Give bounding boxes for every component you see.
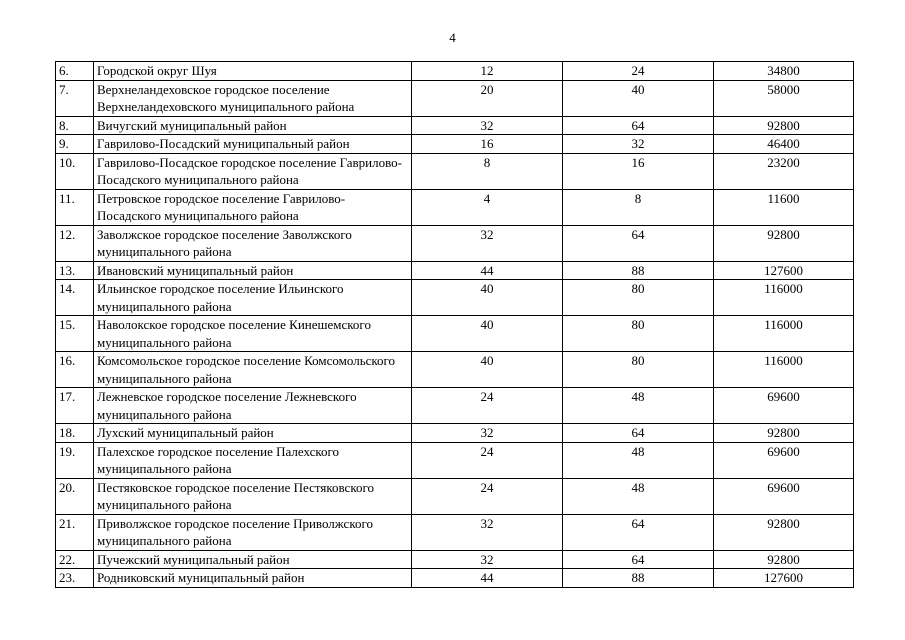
value-2-cell: 64	[563, 225, 714, 261]
municipality-name-cell: Заволжское городское поселение Заволжского муниципального района	[94, 225, 412, 261]
municipality-name-cell: Родниковский муниципальный район	[94, 569, 412, 588]
value-1-cell: 24	[412, 478, 563, 514]
row-number-cell: 11.	[56, 189, 94, 225]
value-3-cell: 92800	[714, 424, 854, 443]
municipality-name-cell: Пучежский муниципальный район	[94, 550, 412, 569]
page-number: 4	[449, 30, 456, 45]
value-3-cell: 46400	[714, 135, 854, 154]
allocation-table	[55, 61, 854, 588]
value-1-cell: 16	[412, 135, 563, 154]
value-3-cell: 23200	[714, 153, 854, 189]
table-row	[56, 550, 854, 569]
row-number-cell: 16.	[56, 352, 94, 388]
value-2-cell: 64	[563, 116, 714, 135]
table-row	[56, 388, 854, 424]
table-row	[56, 442, 854, 478]
table-row	[56, 424, 854, 443]
value-3-cell: 92800	[714, 514, 854, 550]
value-3-cell: 92800	[714, 550, 854, 569]
value-1-cell: 32	[412, 424, 563, 443]
municipality-name-cell: Наволокское городское поселение Кинешемского муниципального района	[94, 316, 412, 352]
value-2-cell: 40	[563, 80, 714, 116]
value-3-cell: 58000	[714, 80, 854, 116]
value-2-cell: 8	[563, 189, 714, 225]
row-number-cell: 6.	[56, 62, 94, 81]
municipality-name-cell: Гаврилово-Посадский муниципальный район	[94, 135, 412, 154]
row-number-cell: 13.	[56, 261, 94, 280]
value-3-cell: 34800	[714, 62, 854, 81]
value-1-cell: 40	[412, 280, 563, 316]
row-number-cell: 19.	[56, 442, 94, 478]
value-1-cell: 4	[412, 189, 563, 225]
table-row	[56, 352, 854, 388]
value-3-cell: 116000	[714, 280, 854, 316]
value-3-cell: 92800	[714, 225, 854, 261]
value-1-cell: 32	[412, 116, 563, 135]
row-number-cell: 18.	[56, 424, 94, 443]
row-number-cell: 23.	[56, 569, 94, 588]
value-3-cell: 69600	[714, 442, 854, 478]
municipality-name-cell: Комсомольское городское поселение Комсомольского муниципального района	[94, 352, 412, 388]
table-row	[56, 225, 854, 261]
value-2-cell: 48	[563, 442, 714, 478]
value-2-cell: 80	[563, 316, 714, 352]
row-number-cell: 20.	[56, 478, 94, 514]
row-number-cell: 7.	[56, 80, 94, 116]
table-row	[56, 261, 854, 280]
table-row	[56, 316, 854, 352]
value-1-cell: 32	[412, 550, 563, 569]
value-2-cell: 88	[563, 261, 714, 280]
value-1-cell: 44	[412, 569, 563, 588]
value-2-cell: 80	[563, 352, 714, 388]
value-1-cell: 40	[412, 352, 563, 388]
municipality-name-cell: Гаврилово-Посадское городское поселение Гаврилово-Посадского муниципального района	[94, 153, 412, 189]
value-2-cell: 48	[563, 478, 714, 514]
value-3-cell: 127600	[714, 569, 854, 588]
row-number-cell: 10.	[56, 153, 94, 189]
table-row	[56, 62, 854, 81]
row-number-cell: 21.	[56, 514, 94, 550]
value-1-cell: 12	[412, 62, 563, 81]
table-row	[56, 280, 854, 316]
value-3-cell: 69600	[714, 478, 854, 514]
table-row	[56, 478, 854, 514]
row-number-cell: 12.	[56, 225, 94, 261]
value-3-cell: 116000	[714, 352, 854, 388]
value-1-cell: 24	[412, 388, 563, 424]
value-2-cell: 24	[563, 62, 714, 81]
municipality-name-cell: Пестяковское городское поселение Пестяковского муниципального района	[94, 478, 412, 514]
value-3-cell: 116000	[714, 316, 854, 352]
value-1-cell: 32	[412, 225, 563, 261]
value-1-cell: 24	[412, 442, 563, 478]
table-row	[56, 80, 854, 116]
value-2-cell: 64	[563, 424, 714, 443]
municipality-name-cell: Ивановский муниципальный район	[94, 261, 412, 280]
value-2-cell: 64	[563, 550, 714, 569]
value-1-cell: 20	[412, 80, 563, 116]
municipality-name-cell: Палехское городское поселение Палехского муниципального района	[94, 442, 412, 478]
value-1-cell: 32	[412, 514, 563, 550]
value-2-cell: 48	[563, 388, 714, 424]
value-3-cell: 127600	[714, 261, 854, 280]
municipality-name-cell: Приволжское городское поселение Приволжского муниципального района	[94, 514, 412, 550]
value-3-cell: 92800	[714, 116, 854, 135]
municipality-name-cell: Верхнеландеховское городское поселение Верхнеландеховского муниципального района	[94, 80, 412, 116]
value-2-cell: 64	[563, 514, 714, 550]
municipality-name-cell: Городской округ Шуя	[94, 62, 412, 81]
value-1-cell: 8	[412, 153, 563, 189]
table-row	[56, 189, 854, 225]
row-number-cell: 9.	[56, 135, 94, 154]
value-2-cell: 16	[563, 153, 714, 189]
table-row	[56, 514, 854, 550]
municipality-name-cell: Лухский муниципальный район	[94, 424, 412, 443]
value-3-cell: 69600	[714, 388, 854, 424]
row-number-cell: 8.	[56, 116, 94, 135]
row-number-cell: 22.	[56, 550, 94, 569]
table-row	[56, 153, 854, 189]
value-2-cell: 80	[563, 280, 714, 316]
value-1-cell: 44	[412, 261, 563, 280]
row-number-cell: 14.	[56, 280, 94, 316]
row-number-cell: 15.	[56, 316, 94, 352]
table-row	[56, 116, 854, 135]
value-2-cell: 88	[563, 569, 714, 588]
value-1-cell: 40	[412, 316, 563, 352]
municipality-name-cell: Ильинское городское поселение Ильинского муниципального района	[94, 280, 412, 316]
table-row	[56, 569, 854, 588]
municipality-name-cell: Вичугский муниципальный район	[94, 116, 412, 135]
value-3-cell: 11600	[714, 189, 854, 225]
table-body	[56, 62, 854, 588]
value-2-cell: 32	[563, 135, 714, 154]
row-number-cell: 17.	[56, 388, 94, 424]
table-row	[56, 135, 854, 154]
municipality-name-cell: Лежневское городское поселение Лежневского муниципального района	[94, 388, 412, 424]
municipality-name-cell: Петровское городское поселение Гаврилово-Посадского муниципального района	[94, 189, 412, 225]
